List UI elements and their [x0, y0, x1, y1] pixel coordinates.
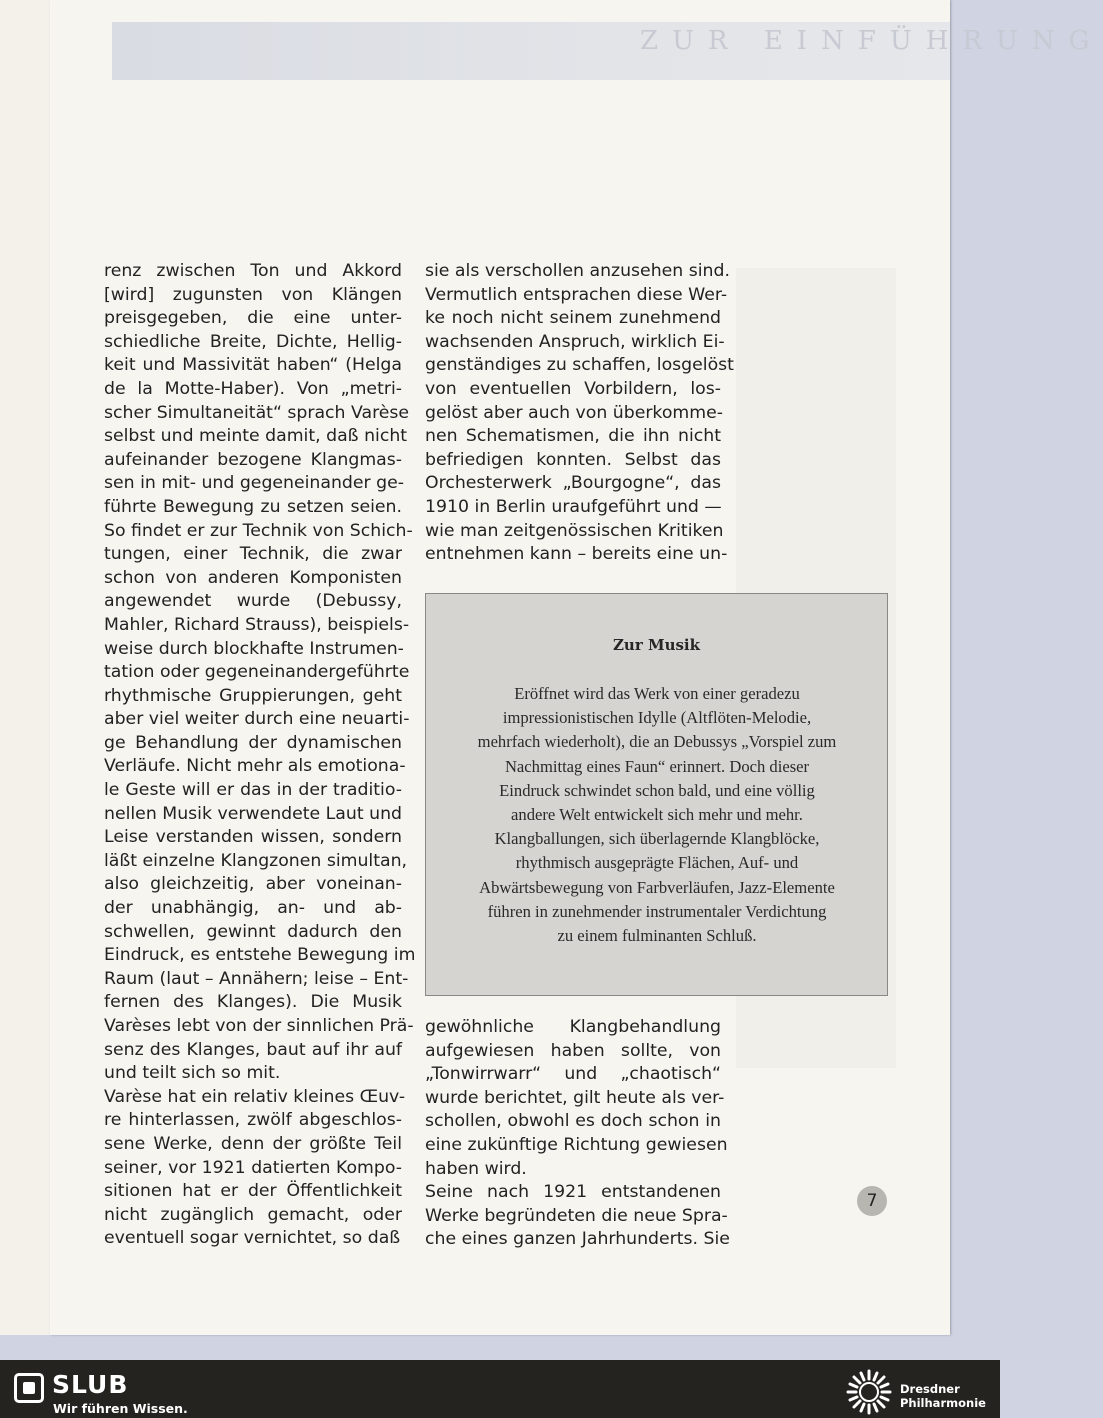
text-line: läßt einzelne Klangzonen simultan, [104, 850, 408, 871]
right-text-column-bottom [425, 1016, 730, 1252]
text-line: Vermutlich entsprachen diese Wer- [425, 284, 728, 305]
info-box-body [440, 682, 874, 948]
text-line: Raum (laut – Annähern; leise – Ent- [104, 968, 409, 989]
text-line: zu einem fulminanten Schluß. [557, 925, 757, 945]
text-line: Seine nach 1921 entstandenen [425, 1182, 721, 1203]
text-line: preisgegeben, die eine unter- [104, 308, 402, 329]
text-line: Varèse hat ein relativ kleines Œuv- [104, 1086, 406, 1107]
text-line: eine zukünftige Richtung gewiesen [425, 1134, 728, 1155]
text-line: haben wird. [425, 1158, 527, 1179]
text-line: Orchesterwerk „Bourgogne“, das [425, 473, 721, 494]
text-line: und teilt sich so mit. [104, 1063, 281, 1084]
text-line: eventuell sogar vernichtet, so daß [104, 1228, 401, 1249]
text-line: angewendet wurde (Debussy, [104, 591, 402, 612]
slub-tagline: Wir führen Wissen. [53, 1401, 188, 1416]
info-box-title: Zur Musik [612, 636, 701, 654]
text-line: Mahler, Richard Strauss), beispiels- [104, 614, 410, 635]
text-line: wachsenden Anspruch, wirklich Ei- [425, 331, 725, 352]
text-line: senz des Klanges, baut auf ihr auf [104, 1039, 402, 1060]
text-line: [wird] zugunsten von Klängen [104, 284, 402, 305]
text-line: de la Motte-Haber). Von „metri- [104, 378, 402, 399]
text-line: selbst und meinte damit, daß nicht [104, 426, 408, 447]
text-line: nicht zugänglich gemacht, oder [104, 1204, 402, 1225]
text-line: che eines ganzen Jahrhunderts. Sie [425, 1229, 730, 1250]
text-line: führte Bewegung zu setzen seien. [104, 496, 402, 517]
text-line: renz zwischen Ton und Akkord [104, 261, 402, 281]
text-line: weise durch blockhafte Instrumen- [104, 638, 404, 659]
left-text-column [104, 260, 416, 1251]
text-line: Varèses lebt von der sinnlichen Prä- [104, 1016, 414, 1036]
text-line: Klangballungen, sich überlagernde Klangblöcke, [494, 829, 820, 849]
text-line: wie man zeitgenössischen Kritiken [425, 520, 724, 541]
text-line: von eventuellen Vorbildern, los- [425, 378, 721, 399]
text-line: mehrfach wiederholt), die an Debussys „Vorspiel zum [477, 732, 837, 752]
text-line: tation oder gegeneinandergeführte [104, 662, 410, 683]
text-line: keit und Massivität haben“ (Helga [104, 355, 402, 376]
text-line: der unabhängig, an- und ab- [104, 898, 402, 919]
text-line: re hinterlassen, zwölf abgeschlos- [104, 1110, 402, 1131]
text-line: 1910 in Berlin uraufgeführt und — [425, 496, 722, 517]
text-line: Nachmittag eines Faun“ erinnert. Doch dieser [504, 756, 810, 776]
dresdner-philharmonie-name [900, 1382, 986, 1410]
partner-line-2: Philharmonie [900, 1396, 986, 1410]
text-line: entnehmen kann – bereits eine un- [425, 544, 728, 565]
page-number: 7 [857, 1186, 887, 1216]
text-line: sie als verschollen anzusehen sind. [425, 261, 730, 281]
text-line: aber viel weiter durch eine neuarti- [104, 709, 410, 730]
text-line: ge Behandlung der dynamischen [104, 732, 402, 753]
text-line: befriedigen konnten. Selbst das [425, 449, 721, 470]
text-line: So findet er zur Technik von Schich- [104, 520, 413, 541]
text-line: aufgewiesen haben sollte, von [425, 1040, 721, 1061]
text-line: schwellen, gewinnt dadurch den [104, 921, 402, 942]
text-line: Werke begründeten die neue Spra- [425, 1205, 728, 1226]
running-title: ZUR EINFÜHRUNG [640, 26, 1103, 56]
text-line: andere Welt entwickelt sich mehr und mehr. [511, 804, 803, 824]
text-line: gewöhnliche Klangbehandlung [425, 1017, 721, 1037]
text-line: rhythmische Gruppierungen, geht [104, 685, 402, 706]
text-line: impressionistischen Idylle (Altflöten-Melodie, [502, 708, 812, 728]
text-line: wurde berichtet, gilt heute als ver- [425, 1087, 725, 1108]
text-line: Eindruck schwindet schon bald, und eine völlig [499, 780, 815, 800]
text-line: schiedliche Breite, Dichte, Hellig- [104, 331, 402, 352]
slub-name[interactable]: SLUB [52, 1370, 129, 1399]
text-line: Eröffnet wird das Werk von einer geradezu [514, 684, 800, 703]
text-line: fernen des Klanges). Die Musik [104, 992, 402, 1013]
text-line: seiner, vor 1921 datierten Kompo- [104, 1157, 402, 1178]
text-line: „Tonwirrwarr“ und „chaotisch“ [425, 1064, 721, 1085]
text-line: Verläufe. Nicht mehr als emotiona- [104, 756, 406, 777]
right-text-column-top [425, 260, 734, 567]
text-line: Eindruck, es entstehe Bewegung im [104, 945, 416, 966]
text-line: sen in mit- und gegeneinander ge- [104, 473, 404, 494]
text-line: also gleichzeitig, aber voneinan- [104, 874, 402, 895]
text-line: genständiges zu schaffen, losgelöst [425, 355, 734, 376]
previous-page-edge [0, 0, 51, 1335]
text-line: scher Simultaneität“ sprach Varèse [104, 402, 410, 423]
slub-logo-icon[interactable] [14, 1373, 44, 1403]
partner-line-1: Dresdner [900, 1382, 960, 1396]
text-line: nen Schematismen, die ihn nicht [425, 426, 721, 447]
dresdner-philharmonie-logo-icon[interactable] [845, 1368, 893, 1416]
text-line: gelöst aber auch von überkomme- [425, 402, 723, 423]
text-line: sitionen hat er der Öffentlichkeit [104, 1181, 402, 1202]
text-line: führen in zunehmender instrumentaler Verdichtung [487, 901, 827, 921]
text-line: schollen, obwohl es doch schon in [425, 1111, 721, 1132]
text-line: Abwärtsbewegung von Farbverläufen, Jazz-Elemente [479, 877, 835, 897]
text-line: le Geste will er das in der traditio- [104, 780, 402, 801]
text-line: aufeinander bezogene Klangmas- [104, 449, 402, 470]
text-line: sene Werke, denn der größte Teil [104, 1133, 402, 1154]
text-line: nellen Musik verwendete Laut und [104, 803, 402, 824]
text-line: Leise verstanden wissen, sondern [104, 827, 402, 848]
text-line: tungen, einer Technik, die zwar [104, 544, 402, 565]
text-line: rhythmisch ausgeprägte Flächen, Auf- und [515, 853, 799, 873]
text-line: ke noch nicht seinem zunehmend [425, 308, 721, 329]
text-line: schon von anderen Komponisten [104, 567, 402, 588]
